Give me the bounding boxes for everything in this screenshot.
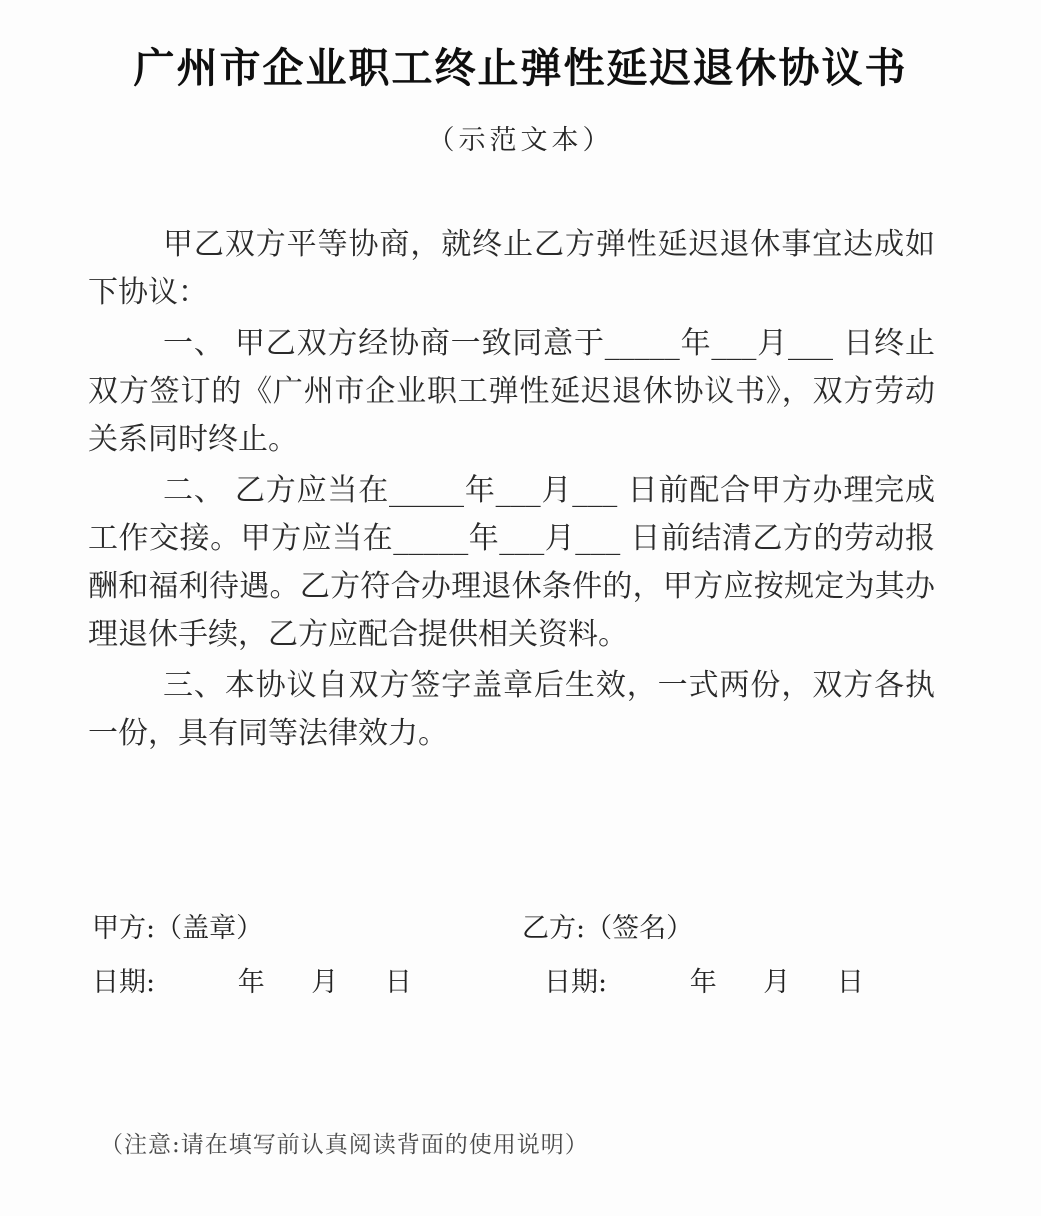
document-body (88, 221, 935, 758)
date-row (92, 960, 935, 1002)
document-title: 广州市企业职工终止弹性延迟退休协议书 (133, 44, 908, 92)
party-b-date-label: 日期: (544, 967, 608, 998)
party-a-day-label: 日 (384, 967, 412, 998)
party-a-label: 甲方:（盖章） (92, 913, 264, 944)
signature-block (92, 906, 935, 1002)
party-b-month-label: 月 (763, 967, 791, 998)
clause-1: 一、 甲乙双方经协商一致同意于_____年___月___ 日终止双方签订的《广州市企业职工弹性延迟退休协议书》，双方劳动关系同时终止。 (88, 326, 935, 457)
party-b-date-line (544, 960, 864, 999)
footer-note: （注意:请在填写前认真阅读背面的使用说明） (100, 1132, 589, 1158)
intro-paragraph: 甲乙双方平等协商，就终止乙方弹性延迟退休事宜达成如下协议： (88, 227, 935, 310)
party-b-year-label: 年 (689, 967, 717, 998)
party-a-year-label: 年 (237, 967, 265, 998)
party-a-date-label: 日期: (92, 967, 156, 998)
clause-3: 三、本协议自双方签字盖章后生效，一式两份，双方各执一份，具有同等法律效力。 (88, 668, 935, 751)
party-a-month-label: 月 (311, 967, 339, 998)
clause-2: 二、 乙方应当在_____年___月___ 日前配合甲方办理完成工作交接。甲方应当在_____年___月___ 日前结清乙方的劳动报酬和福利待遇。乙方符合办理退休条件的，甲方应按规定为其办理退休手续，乙方应配合提供相关资料。 (88, 473, 935, 652)
party-b-label: 乙方:（签名） (522, 913, 694, 944)
party-a-date-line (92, 960, 412, 999)
party-b-day-label: 日 (836, 967, 864, 998)
signature-row (92, 906, 935, 948)
document-subtitle: （示范文本） (427, 125, 614, 156)
